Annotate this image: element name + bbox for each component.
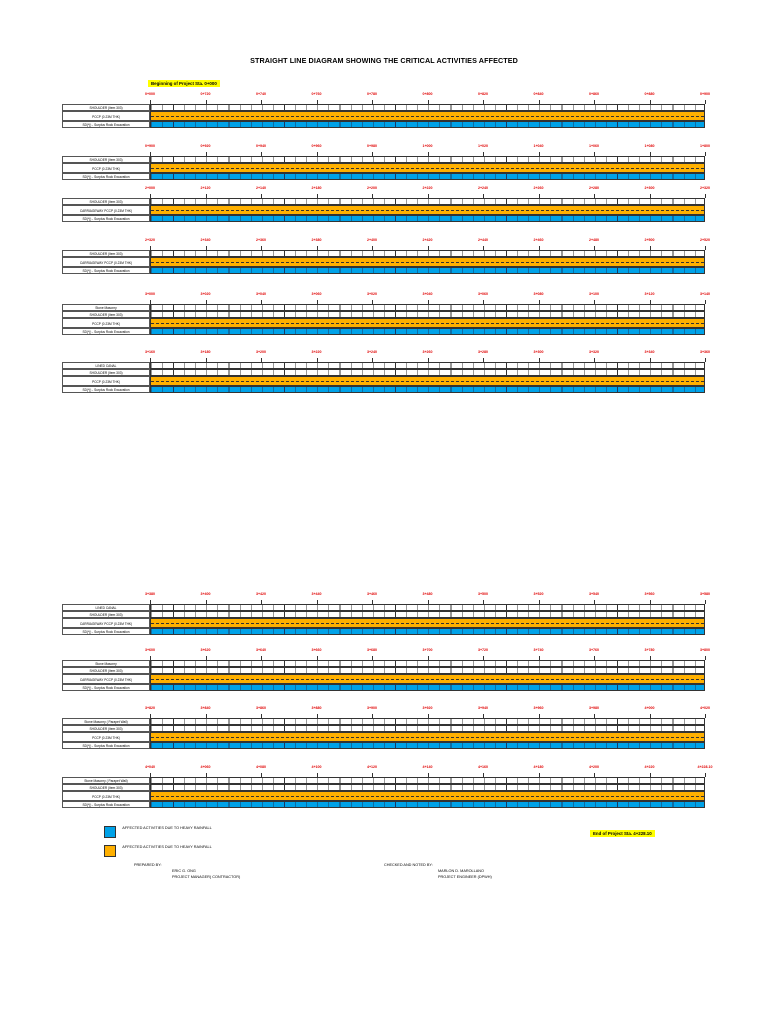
station-row <box>144 350 711 358</box>
station-label: 2+480 <box>588 238 600 242</box>
pavement-row <box>150 318 705 328</box>
station-label: 4+220 <box>644 765 655 769</box>
station-label: 1+800 <box>699 144 711 148</box>
station-row <box>144 592 711 600</box>
station-label: 3+040 <box>422 292 433 296</box>
activity-row <box>150 660 705 667</box>
activity-label: SHOULDER (Item 303) <box>62 725 150 732</box>
activity-row <box>150 304 705 311</box>
station-label: 3+700 <box>422 648 433 652</box>
station-label: 3+060 <box>311 292 322 296</box>
station-label: 2+000 <box>144 186 156 190</box>
station-label: 0+000 <box>144 92 156 96</box>
beginning-station-label: Beginning of Project Sta. 0+000 <box>148 80 220 87</box>
station-label: 0+740 <box>255 92 267 96</box>
station-tick <box>705 100 706 104</box>
excavation-row <box>150 121 705 128</box>
station-label: 3+940 <box>477 706 489 710</box>
station-tick <box>705 246 706 250</box>
station-label: 4+040 <box>144 765 156 769</box>
checked-by-name: MARLON D. MAROLLANO <box>438 869 484 873</box>
legend-swatch-orange <box>104 845 116 857</box>
station-label: 0+900 <box>144 144 156 148</box>
station-row <box>144 92 711 100</box>
station-label: 3+820 <box>144 706 156 710</box>
excavation-row <box>150 628 705 635</box>
station-label: 0+820 <box>477 92 489 96</box>
station-label: 2+360 <box>255 238 267 242</box>
station-label: 3+880 <box>311 706 322 710</box>
station-label: 3+380 <box>144 592 156 596</box>
activity-row <box>150 362 705 369</box>
station-row <box>144 706 711 714</box>
pavement-row <box>150 163 705 173</box>
activity-row <box>150 156 705 163</box>
station-label: 2+300 <box>644 186 655 190</box>
activity-row <box>150 718 705 725</box>
station-label: 3+060 <box>477 292 489 296</box>
station-label: 2+400 <box>366 238 378 242</box>
station-label: 2+320 <box>144 238 156 242</box>
activity-label: SD(*)) - Surplus Rock Excavation <box>62 628 150 635</box>
activity-label: CARRIAGEWAY PCCP (0.23M THK) <box>62 205 150 215</box>
station-row <box>144 238 711 246</box>
station-label: 2+380 <box>311 238 322 242</box>
end-station-label: End of Project Sta. 4+228.10 <box>590 830 655 837</box>
station-tick <box>705 656 706 660</box>
station-label: 3+180 <box>200 350 211 354</box>
station-label: 2+420 <box>422 238 433 242</box>
activity-label: SHOULDER (Item 303) <box>62 369 150 376</box>
station-label: 3+520 <box>533 592 544 596</box>
activity-label: SHOULDER (Item 303) <box>62 611 150 618</box>
excavation-row <box>150 267 705 274</box>
activity-row <box>150 250 705 257</box>
station-row <box>144 144 711 152</box>
activity-row <box>150 667 705 674</box>
prepared-by-label: PREPARED BY: <box>134 863 162 867</box>
checked-by-label: CHECKED AND NOTED BY: <box>384 863 433 867</box>
station-label: 3+580 <box>699 592 711 596</box>
station-label: 3+540 <box>588 592 600 596</box>
pavement-row <box>150 732 705 742</box>
station-label: 3+900 <box>366 706 378 710</box>
station-label: 3+740 <box>533 648 544 652</box>
station-row <box>144 765 713 773</box>
activity-label: PCCP (0.23M THK) <box>62 111 150 121</box>
activity-label: SD(*)) - Surplus Rock Excavation <box>62 386 150 393</box>
activity-label: SD(*)) - Surplus Rock Excavation <box>62 215 150 222</box>
station-label: 2+320 <box>699 186 711 190</box>
checked-by-role: PROJECT ENGINEER (DPWH) <box>438 875 492 879</box>
activity-label: SD(*)) - Surplus Rock Excavation <box>62 173 150 180</box>
activity-label: CARRIAGEWAY PCCP (0.23M THK) <box>62 674 150 684</box>
station-label: 0+960 <box>311 144 322 148</box>
activity-label: CARRIAGEWAY PCCP (0.23M THK) <box>62 257 150 267</box>
station-label: 3+800 <box>699 648 711 652</box>
activity-label: SHOULDER (Item 303) <box>62 784 150 791</box>
station-label: 3+020 <box>366 292 378 296</box>
station-label: 2+240 <box>477 186 489 190</box>
station-label: 3+780 <box>644 648 655 652</box>
activity-label: SHOULDER (Item 303) <box>62 156 150 163</box>
station-label: 0+980 <box>366 144 378 148</box>
station-label: 3+920 <box>422 706 433 710</box>
activity-label: SHOULDER (Item 303) <box>62 104 150 111</box>
activity-label: Stone Masonry <box>62 660 150 667</box>
station-label: 3+660 <box>311 648 322 652</box>
station-label: 3+960 <box>533 706 544 710</box>
station-label: 3+260 <box>422 350 433 354</box>
station-label: 3+360 <box>699 350 711 354</box>
station-label: 3+440 <box>311 592 322 596</box>
excavation-row <box>150 328 705 335</box>
activity-label: LINED CANAL <box>62 362 150 369</box>
legend-swatch-blue <box>104 826 116 838</box>
station-label: 1+080 <box>644 144 655 148</box>
station-label: 1+060 <box>588 144 600 148</box>
station-label: 3+080 <box>533 292 544 296</box>
station-label: 4+200 <box>588 765 600 769</box>
station-row <box>144 648 711 656</box>
activity-row <box>150 369 705 376</box>
station-label: 2+460 <box>533 238 544 242</box>
station-label: 0+920 <box>200 144 211 148</box>
activity-row <box>150 311 705 318</box>
station-label: 0+760 <box>311 92 322 96</box>
activity-label: SHOULDER (Item 303) <box>62 198 150 205</box>
activity-label: SHOULDER (Item 303) <box>62 667 150 674</box>
station-tick <box>705 714 706 718</box>
page-title: STRAIGHT LINE DIAGRAM SHOWING THE CRITICAL ACTIVITIES AFFECTED <box>250 56 518 65</box>
excavation-row <box>150 742 705 749</box>
station-label: 3+500 <box>477 592 489 596</box>
station-label: 0+900 <box>699 92 711 96</box>
station-label: 4+080 <box>255 765 267 769</box>
activity-label: LINED CANAL <box>62 604 150 611</box>
activity-label: PCCP (0.23M THK) <box>62 376 150 386</box>
station-label: 4+140 <box>422 765 433 769</box>
station-label: 3+420 <box>255 592 267 596</box>
station-label: 4+180 <box>533 765 544 769</box>
station-label: 3+620 <box>200 648 211 652</box>
station-label: 4+160 <box>477 765 489 769</box>
activity-row <box>150 611 705 618</box>
station-label: 3+160 <box>144 350 156 354</box>
station-label: 3+980 <box>588 706 600 710</box>
station-tick <box>705 600 706 604</box>
station-label: 3+460 <box>366 592 378 596</box>
station-label: 4+060 <box>200 765 211 769</box>
activity-label: SHOULDER (Item 303) <box>62 311 150 318</box>
station-label: 0+780 <box>366 92 378 96</box>
station-row <box>144 292 711 300</box>
activity-row <box>150 725 705 732</box>
station-label: 3+120 <box>644 292 655 296</box>
activity-label: PCCP (0.23M THK) <box>62 791 150 801</box>
prepared-by-name: ERIC G. ONG <box>172 869 196 873</box>
station-label: 1+040 <box>533 144 544 148</box>
activity-label: SD(*)) - Surplus Rock Excavation <box>62 328 150 335</box>
station-label: 3+320 <box>588 350 600 354</box>
station-tick <box>705 358 706 362</box>
station-tick <box>705 773 706 777</box>
activity-row <box>150 777 705 784</box>
station-label: 3+240 <box>366 350 378 354</box>
activity-label: SD(*)) - Surplus Rock Excavation <box>62 742 150 749</box>
excavation-row <box>150 801 705 808</box>
pavement-row <box>150 205 705 215</box>
station-label: 3+000 <box>144 292 156 296</box>
station-label: 3+640 <box>255 648 267 652</box>
station-label: 2+500 <box>644 238 655 242</box>
station-label: 3+020 <box>200 292 211 296</box>
station-label: 3+140 <box>699 292 711 296</box>
station-label: 3+680 <box>366 648 378 652</box>
activity-label: SD(*)) - Surplus Rock Excavation <box>62 801 150 808</box>
activity-label: SD(*)) - Surplus Rock Excavation <box>62 267 150 274</box>
activity-label: Stone Masonry ( Parapet Wall) <box>62 777 150 784</box>
station-label: 0+940 <box>255 144 267 148</box>
station-label: 2+520 <box>699 238 711 242</box>
activity-row <box>150 784 705 791</box>
pavement-row <box>150 257 705 267</box>
station-label: 4+100 <box>311 765 322 769</box>
station-tick <box>705 194 706 198</box>
station-tick <box>705 300 706 304</box>
activity-label: PCCP (0.23M THK) <box>62 732 150 742</box>
station-label: 3+340 <box>644 350 655 354</box>
station-label: 3+860 <box>255 706 267 710</box>
station-label: 2+440 <box>477 238 489 242</box>
station-label: 2+140 <box>255 186 267 190</box>
pavement-row <box>150 791 705 801</box>
activity-row <box>150 104 705 111</box>
station-label: 2+180 <box>311 186 322 190</box>
excavation-row <box>150 684 705 691</box>
excavation-row <box>150 215 705 222</box>
station-label: 3+720 <box>477 648 489 652</box>
station-label: 4+000 <box>644 706 655 710</box>
station-label: 3+100 <box>588 292 600 296</box>
station-label: 3+480 <box>422 592 433 596</box>
station-label: 3+200 <box>255 350 267 354</box>
activity-label: CARRIAGEWAY PCCP (0.23M THK) <box>62 618 150 628</box>
station-label: 3+220 <box>311 350 322 354</box>
station-label: 0+880 <box>644 92 655 96</box>
station-label: 0+800 <box>422 92 433 96</box>
pavement-row <box>150 674 705 684</box>
station-label: 1+020 <box>477 144 489 148</box>
station-label: 3+560 <box>644 592 655 596</box>
pavement-row <box>150 618 705 628</box>
station-label: 3+600 <box>144 648 156 652</box>
station-label: 4+020 <box>699 706 711 710</box>
station-label: 4+228.10 <box>697 765 713 769</box>
station-label: 3+280 <box>477 350 489 354</box>
activity-label: Stone Masonry <box>62 304 150 311</box>
excavation-row <box>150 173 705 180</box>
station-row <box>144 186 711 194</box>
pavement-row <box>150 376 705 386</box>
activity-label: SHOULDER (Item 303) <box>62 250 150 257</box>
station-label: 3+760 <box>588 648 600 652</box>
prepared-by-role: PROJECT MANAGER( CONTRACTOR) <box>172 875 241 879</box>
legend-text-orange: AFFECTED ACTIVITIES DUE TO HEAVY RAINFALL <box>122 845 212 849</box>
station-label: 4+120 <box>366 765 378 769</box>
station-label: 0+860 <box>588 92 600 96</box>
pavement-row <box>150 111 705 121</box>
station-label: 3+040 <box>255 292 267 296</box>
station-label: 1+000 <box>422 144 433 148</box>
station-label: 2+200 <box>366 186 378 190</box>
station-label: 2+260 <box>533 186 544 190</box>
activity-row <box>150 198 705 205</box>
activity-label: SD(*)) - Surplus Rock Excavation <box>62 121 150 128</box>
station-label: 3+840 <box>200 706 211 710</box>
excavation-row <box>150 386 705 393</box>
activity-label: Stone Masonry ( Parapet Wall) <box>62 718 150 725</box>
station-label: 3+400 <box>200 592 211 596</box>
station-label: 0+840 <box>533 92 544 96</box>
station-label: 2+220 <box>422 186 433 190</box>
station-label: 2+340 <box>200 238 211 242</box>
activity-label: PCCP (0.23M THK) <box>62 318 150 328</box>
station-label: 3+300 <box>533 350 544 354</box>
station-label: 2+120 <box>200 186 211 190</box>
station-tick <box>705 152 706 156</box>
station-label: 0+720 <box>200 92 211 96</box>
activity-label: SD(*)) - Surplus Rock Excavation <box>62 684 150 691</box>
legend-text-blue: AFFECTED ACTIVITIES DUE TO HEAVY RAINFALL <box>122 826 212 830</box>
station-label: 2+280 <box>588 186 600 190</box>
activity-row <box>150 604 705 611</box>
activity-label: PCCP (0.23M THK) <box>62 163 150 173</box>
